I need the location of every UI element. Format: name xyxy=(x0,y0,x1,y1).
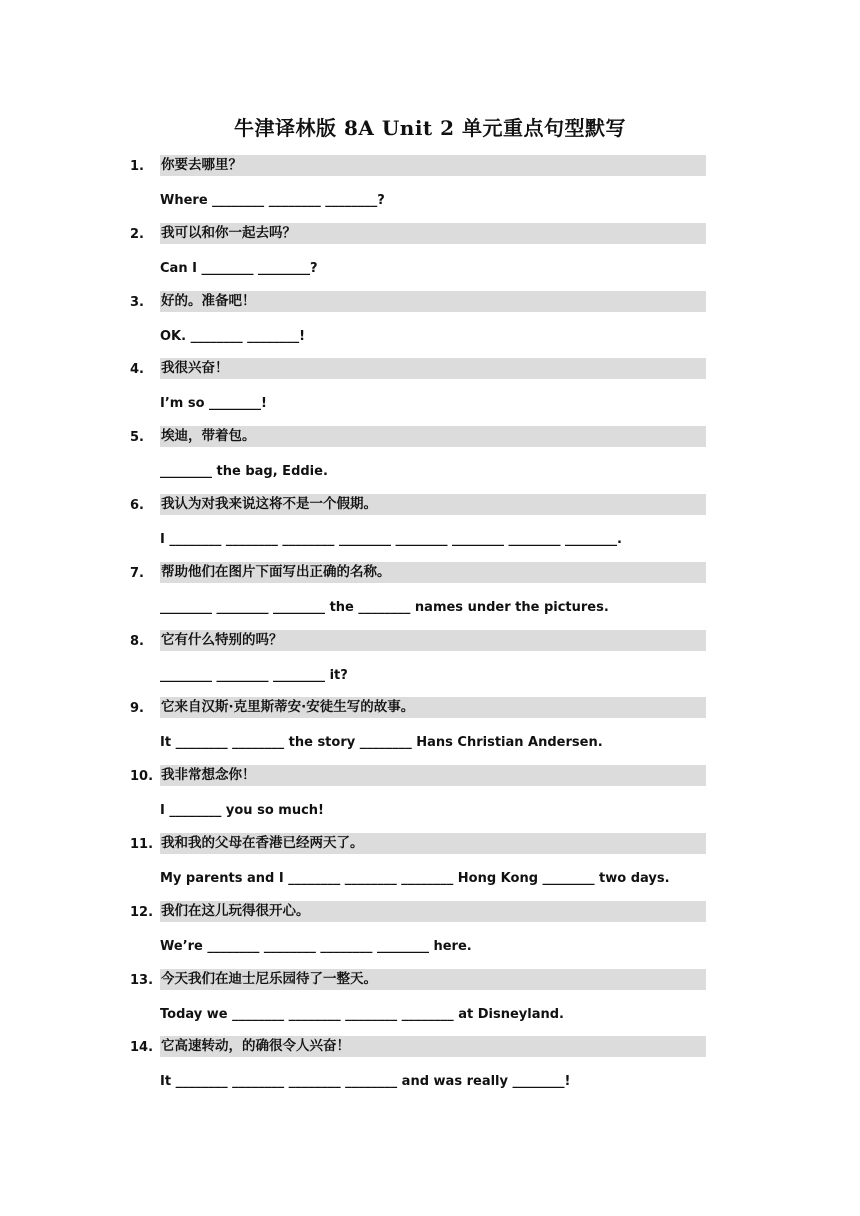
item-number: 5. xyxy=(130,430,144,446)
page-title: 牛津译林版 8A Unit 2 单元重点句型默写 xyxy=(233,116,627,140)
item-number: 8. xyxy=(130,633,144,649)
chinese-prompt: 它高速转动，的确很令人兴奋！ xyxy=(160,1036,706,1057)
exercise-item xyxy=(0,155,860,223)
chinese-prompt: 我非常想念你！ xyxy=(160,765,706,786)
exercise-item xyxy=(0,426,860,494)
english-blank-sentence: It ________ ________ the story ________ Hans Christian Andersen. xyxy=(160,735,603,751)
chinese-prompt: 埃迪，带着包。 xyxy=(160,426,706,447)
item-number: 2. xyxy=(130,226,144,242)
exercise-item xyxy=(0,223,860,291)
item-number: 13. xyxy=(130,972,154,988)
exercise-item xyxy=(0,697,860,765)
english-blank-sentence: ________ the bag, Eddie. xyxy=(160,464,328,480)
english-blank-sentence: OK. ________ ________! xyxy=(160,328,306,344)
item-number: 9. xyxy=(130,701,144,717)
exercise-item xyxy=(0,1036,860,1104)
english-blank-sentence: I’m so ________! xyxy=(160,396,267,412)
exercise-item xyxy=(0,969,860,1037)
item-number: 12. xyxy=(130,904,154,920)
chinese-prompt: 好的。准备吧！ xyxy=(160,291,706,312)
chinese-prompt: 我和我的父母在香港已经两天了。 xyxy=(160,833,706,854)
english-blank-sentence: Where ________ ________ ________? xyxy=(160,193,385,208)
english-blank-sentence: ________ ________ ________ it? xyxy=(160,667,348,683)
exercise-item xyxy=(0,901,860,969)
chinese-prompt: 它来自汉斯·克里斯蒂安·安徒生写的故事。 xyxy=(160,697,706,718)
english-blank-sentence: We’re ________ ________ ________ ________ here. xyxy=(160,938,472,954)
exercise-list xyxy=(0,155,860,1104)
exercise-item xyxy=(0,291,860,359)
chinese-prompt: 我很兴奋！ xyxy=(160,358,706,379)
chinese-prompt: 我认为对我来说这将不是一个假期。 xyxy=(160,494,706,515)
chinese-prompt: 我们在这儿玩得很开心。 xyxy=(160,901,706,922)
exercise-item xyxy=(0,494,860,562)
english-blank-sentence: It ________ ________ ________ ________ and was really ________! xyxy=(160,1074,571,1090)
english-blank-sentence: Today we ________ ________ ________ ________ at Disneyland. xyxy=(160,1006,564,1022)
chinese-prompt: 今天我们在迪士尼乐园待了一整天。 xyxy=(160,969,706,990)
english-blank-sentence: ________ ________ ________ the ________ names under the pictures. xyxy=(160,599,609,615)
exercise-item xyxy=(0,833,860,901)
item-number: 11. xyxy=(130,836,154,852)
item-number: 10. xyxy=(130,769,154,785)
exercise-item xyxy=(0,562,860,630)
item-number: 1. xyxy=(130,159,144,174)
item-number: 3. xyxy=(130,294,144,310)
english-blank-sentence: Can I ________ ________? xyxy=(160,260,318,276)
chinese-prompt: 帮助他们在图片下面写出正确的名称。 xyxy=(160,562,706,583)
english-blank-sentence: My parents and I ________ ________ ________ Hong Kong ________ two days. xyxy=(160,870,670,886)
exercise-item xyxy=(0,630,860,698)
exercise-item xyxy=(0,765,860,833)
chinese-prompt: 它有什么特别的吗？ xyxy=(160,630,706,651)
chinese-prompt: 我可以和你一起去吗？ xyxy=(160,223,706,244)
english-blank-sentence: I ________ you so much! xyxy=(160,803,324,819)
item-number: 14. xyxy=(130,1040,154,1056)
item-number: 7. xyxy=(130,565,144,581)
item-number: 4. xyxy=(130,362,144,378)
exercise-item xyxy=(0,358,860,426)
chinese-prompt: 你要去哪里？ xyxy=(160,155,706,176)
english-blank-sentence: I ________ ________ ________ ________ ________ ________ ________ ________. xyxy=(160,531,622,547)
item-number: 6. xyxy=(130,497,144,513)
